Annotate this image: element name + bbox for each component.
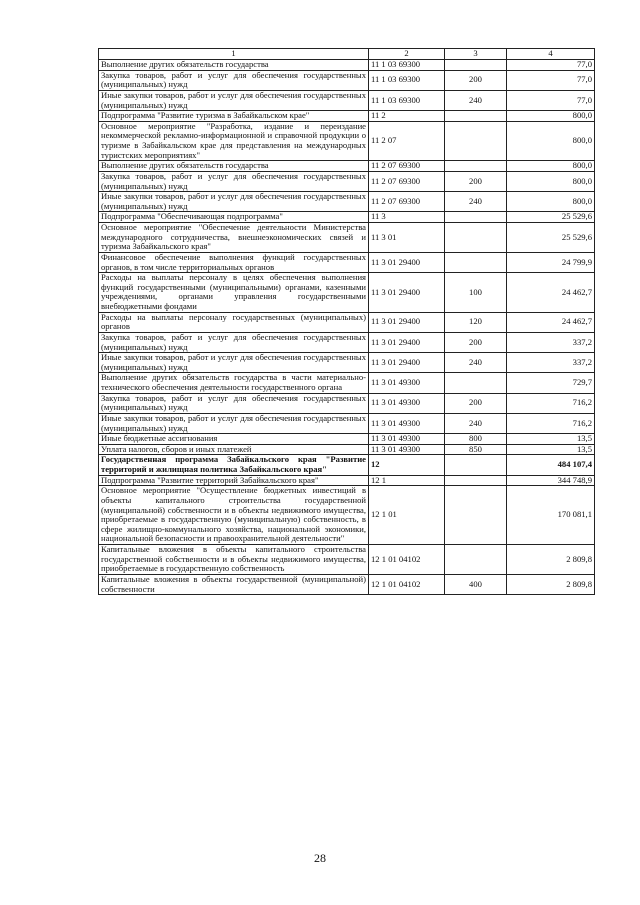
table-row (99, 444, 595, 455)
row-name: Основное мероприятие "Обеспечение деятельности Министерства международного сотрудничества, внешнеэкономических связей и туризма Забайкальского края" (99, 223, 369, 253)
row-amount: 729,7 (507, 373, 595, 393)
row-name: Закупка товаров, работ и услуг для обеспечения государственных (муниципальных) нужд (99, 70, 369, 90)
table-row (99, 70, 595, 90)
row-type (445, 373, 507, 393)
row-name: Иные бюджетные ассигнования (99, 434, 369, 445)
row-name: Выполнение других обязательств государства в части материально-технического обеспечения деятельности государственного органа (99, 373, 369, 393)
table-row (99, 161, 595, 172)
row-code: 12 1 01 04102 (369, 574, 445, 594)
row-name: Закупка товаров, работ и услуг для обеспечения государственных (муниципальных) нужд (99, 332, 369, 352)
table-row (99, 545, 595, 575)
row-type: 200 (445, 393, 507, 413)
row-name: Выполнение других обязательств государства (99, 161, 369, 172)
row-code: 11 1 03 69300 (369, 90, 445, 110)
row-type (445, 486, 507, 545)
row-name: Иные закупки товаров, работ и услуг для обеспечения государственных (муниципальных) нужд (99, 413, 369, 433)
row-code: 11 3 01 49300 (369, 413, 445, 433)
table-row (99, 373, 595, 393)
row-type: 400 (445, 574, 507, 594)
row-name: Основное мероприятие "Разработка, издание и переиздание некоммерческой рекламно-информационной и справочной продукции о туризме в Забайкальском крае для представления на международных туристских мероприятиях" (99, 121, 369, 161)
row-name: Основное мероприятие "Осуществление бюджетных инвестиций в объекты капитального строительства государственной (муниципальной) собственности и в объекты недвижимого имущества, приобретаемые в государственную (муниципальную) собственность, в сфере жилищно-коммунального хозяйства, национальной экономики, национальной безопасности и правоохранительной деятельности" (99, 486, 369, 545)
row-type: 120 (445, 312, 507, 332)
row-name: Выполнение других обязательств государства (99, 60, 369, 71)
row-code: 11 3 (369, 212, 445, 223)
header-col-3: 3 (445, 49, 507, 60)
row-type (445, 161, 507, 172)
row-type: 850 (445, 444, 507, 455)
row-type (445, 111, 507, 122)
row-amount: 77,0 (507, 60, 595, 71)
row-type (445, 60, 507, 71)
row-code: 11 1 03 69300 (369, 60, 445, 71)
row-type (445, 212, 507, 223)
row-amount: 800,0 (507, 171, 595, 191)
row-name: Подпрограмма "Обеспечивающая подпрограмма" (99, 212, 369, 223)
row-type: 200 (445, 332, 507, 352)
row-amount: 800,0 (507, 192, 595, 212)
table-row (99, 413, 595, 433)
row-amount: 25 529,6 (507, 223, 595, 253)
row-code: 11 2 07 69300 (369, 161, 445, 172)
row-type: 240 (445, 192, 507, 212)
table-row (99, 212, 595, 223)
row-code: 12 1 01 (369, 486, 445, 545)
table-row (99, 60, 595, 71)
row-type (445, 455, 507, 475)
table-row (99, 486, 595, 545)
row-amount: 170 081,1 (507, 486, 595, 545)
row-name: Закупка товаров, работ и услуг для обеспечения государственных (муниципальных) нужд (99, 393, 369, 413)
row-code: 11 2 07 69300 (369, 192, 445, 212)
row-amount: 716,2 (507, 413, 595, 433)
row-name: Расходы на выплаты персоналу в целях обеспечения выполнения функций государственными (муниципальными) органами, казенными учреждениями, органами управления государственными внебюджетными фондами (99, 273, 369, 313)
row-amount: 24 799,9 (507, 252, 595, 272)
row-amount: 77,0 (507, 70, 595, 90)
row-name: Государственная программа Забайкальского края "Развитие территорий и жилищная политика Забайкальского края" (99, 455, 369, 475)
row-amount: 800,0 (507, 121, 595, 161)
row-type: 200 (445, 171, 507, 191)
row-type: 200 (445, 70, 507, 90)
row-type: 800 (445, 434, 507, 445)
table-header-row (99, 49, 595, 60)
row-amount: 77,0 (507, 90, 595, 110)
row-name: Иные закупки товаров, работ и услуг для обеспечения государственных (муниципальных) нужд (99, 90, 369, 110)
page-number: 28 (314, 851, 326, 865)
row-code: 11 2 (369, 111, 445, 122)
row-type: 240 (445, 413, 507, 433)
table-row (99, 353, 595, 373)
row-type (445, 252, 507, 272)
row-amount: 716,2 (507, 393, 595, 413)
row-name: Финансовое обеспечение выполнения функций государственных органов, в том числе территориальных органов (99, 252, 369, 272)
row-name: Иные закупки товаров, работ и услуг для обеспечения государственных (муниципальных) нужд (99, 353, 369, 373)
table-row (99, 332, 595, 352)
row-code: 11 3 01 (369, 223, 445, 253)
table-row (99, 273, 595, 313)
table-row (99, 252, 595, 272)
row-amount: 800,0 (507, 111, 595, 122)
row-code: 12 1 (369, 475, 445, 486)
row-type: 240 (445, 353, 507, 373)
row-name: Подпрограмма "Развитие территорий Забайкальского края" (99, 475, 369, 486)
row-name: Закупка товаров, работ и услуг для обеспечения государственных (муниципальных) нужд (99, 171, 369, 191)
row-amount: 337,2 (507, 353, 595, 373)
row-name: Подпрограмма "Развитие туризма в Забайкальском крае" (99, 111, 369, 122)
table-row (99, 121, 595, 161)
table-row (99, 434, 595, 445)
header-col-4: 4 (507, 49, 595, 60)
table-body (99, 60, 595, 595)
row-amount: 13,5 (507, 444, 595, 455)
row-type (445, 223, 507, 253)
row-code: 11 2 07 (369, 121, 445, 161)
row-code: 11 2 07 69300 (369, 171, 445, 191)
table-row (99, 312, 595, 332)
row-code: 11 3 01 29400 (369, 252, 445, 272)
row-amount: 337,2 (507, 332, 595, 352)
budget-table (98, 48, 595, 595)
table-row (99, 111, 595, 122)
table-row (99, 223, 595, 253)
row-code: 11 3 01 49300 (369, 444, 445, 455)
table-row (99, 192, 595, 212)
row-code: 12 1 01 04102 (369, 545, 445, 575)
row-amount: 24 462,7 (507, 312, 595, 332)
row-type (445, 121, 507, 161)
row-amount: 2 809,8 (507, 574, 595, 594)
row-code: 11 1 03 69300 (369, 70, 445, 90)
table-row (99, 455, 595, 475)
row-amount: 13,5 (507, 434, 595, 445)
table-row (99, 475, 595, 486)
row-code: 12 (369, 455, 445, 475)
row-name: Капитальные вложения в объекты капитального строительства государственной собственности и в объекты недвижимого имущества, приобретаемые в государственную собственность (99, 545, 369, 575)
row-amount: 484 107,4 (507, 455, 595, 475)
header-col-1: 1 (99, 49, 369, 60)
row-name: Капитальные вложения в объекты государственной (муниципальной) собственности (99, 574, 369, 594)
row-code: 11 3 01 29400 (369, 312, 445, 332)
table-row (99, 90, 595, 110)
row-code: 11 3 01 29400 (369, 273, 445, 313)
row-code: 11 3 01 49300 (369, 434, 445, 445)
table-row (99, 393, 595, 413)
row-code: 11 3 01 49300 (369, 373, 445, 393)
row-amount: 2 809,8 (507, 545, 595, 575)
row-code: 11 3 01 29400 (369, 332, 445, 352)
row-amount: 25 529,6 (507, 212, 595, 223)
row-code: 11 3 01 29400 (369, 353, 445, 373)
row-amount: 24 462,7 (507, 273, 595, 313)
header-col-2: 2 (369, 49, 445, 60)
row-type (445, 545, 507, 575)
row-amount: 800,0 (507, 161, 595, 172)
table-row (99, 171, 595, 191)
table-row (99, 574, 595, 594)
row-name: Расходы на выплаты персоналу государственных (муниципальных) органов (99, 312, 369, 332)
row-name: Уплата налогов, сборов и иных платежей (99, 444, 369, 455)
row-name: Иные закупки товаров, работ и услуг для обеспечения государственных (муниципальных) нужд (99, 192, 369, 212)
row-code: 11 3 01 49300 (369, 393, 445, 413)
row-type: 240 (445, 90, 507, 110)
row-type: 100 (445, 273, 507, 313)
row-amount: 344 748,9 (507, 475, 595, 486)
row-type (445, 475, 507, 486)
